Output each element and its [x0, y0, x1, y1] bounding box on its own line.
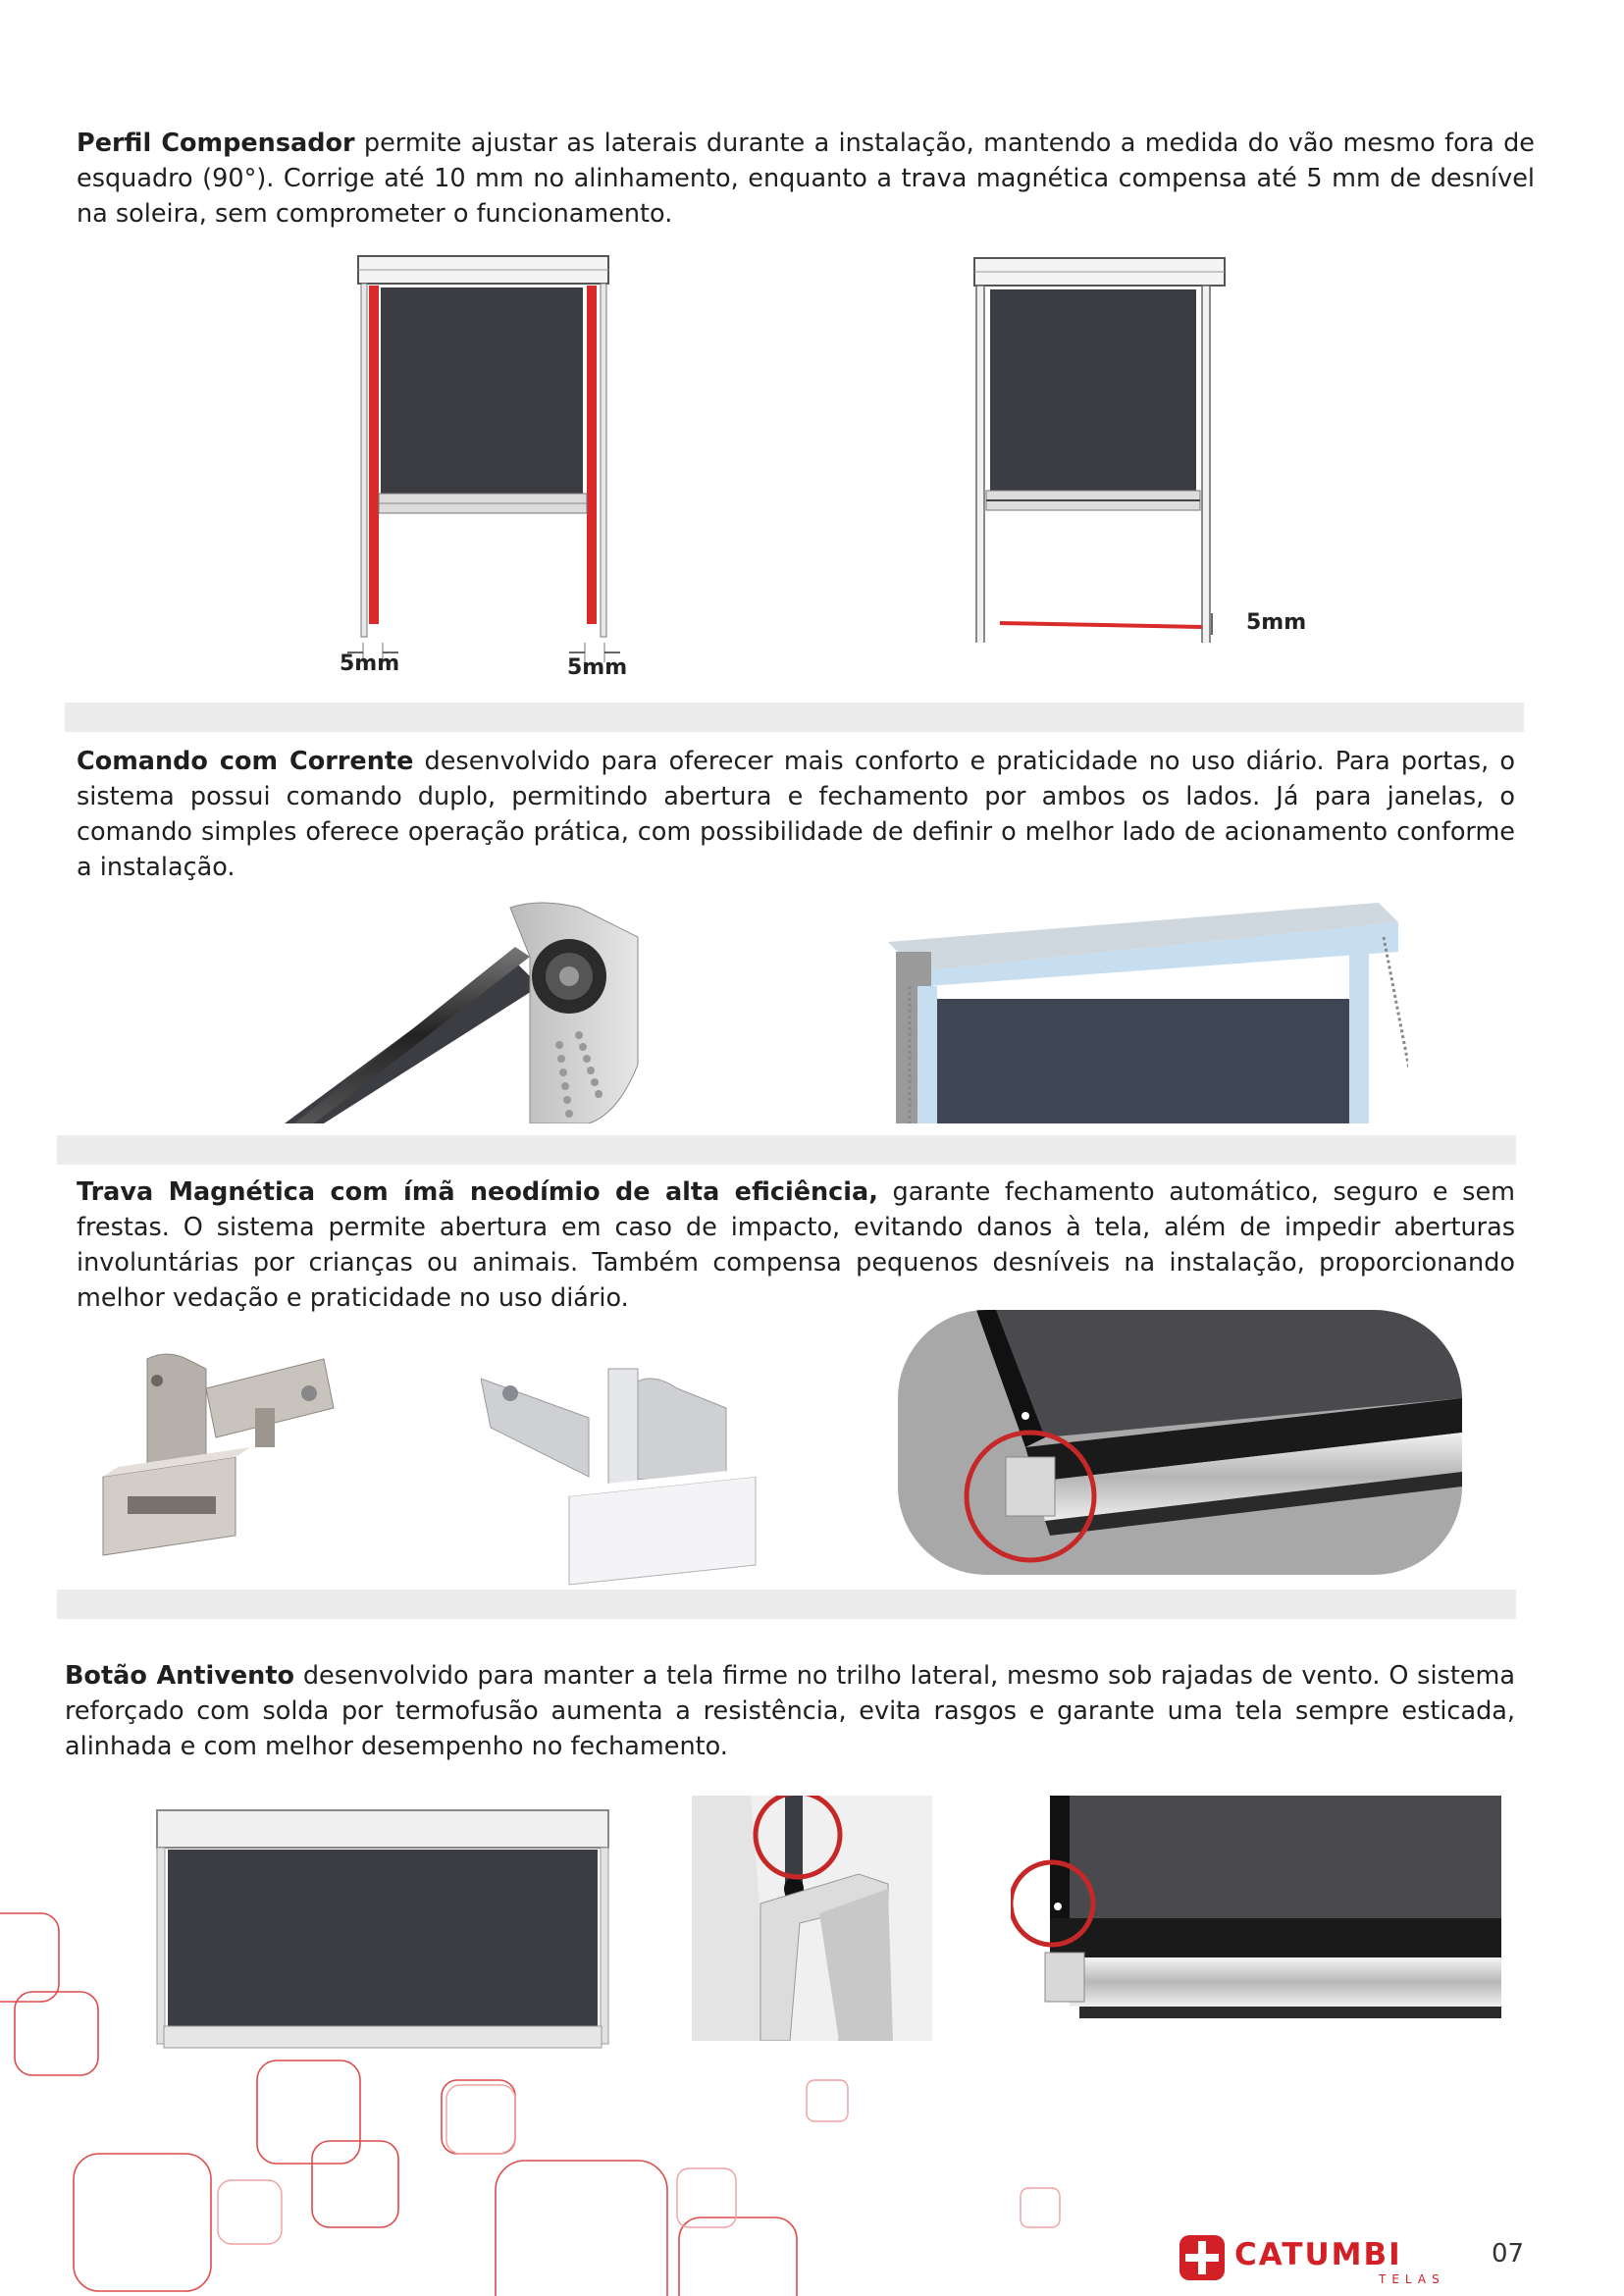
dimension-left-5mm: 5mm: [340, 652, 400, 676]
section-botao-antivento: [65, 1658, 1515, 1764]
section-heading: Botão Antivento: [65, 1661, 295, 1691]
catumbi-logo: [1178, 2229, 1482, 2288]
section-body: permite ajustar as laterais durante a instalação, mantendo a medida do vão mesmo fora de esquadro (90°). Corrige até 10 mm no alinhamento, enquanto a trava magnética compensa até 5 mm de desnível na soleira, sem comprometer o funcionamento.: [77, 129, 1536, 229]
section-trava-magnetica: [77, 1174, 1515, 1316]
figure-magnetic-lock-white: [481, 1349, 775, 1590]
section-heading: Perfil Compensador: [77, 129, 355, 158]
section-body: garante fechamento automático, seguro e sem frestas. O sistema permite abertura em caso de impacto, evitando danos à tela, além de impedir aberturas involuntárias por crianças ou animais. Também compensa pequenos desníveis na instalação, proporcionando melhor vedação e praticidade no uso diário.: [77, 1177, 1515, 1313]
dimension-sill-5mm: 5mm: [1246, 610, 1307, 635]
section-heading: Trava Magnética com ímã neodímio de alta eficiência,: [77, 1177, 878, 1207]
page-number: 07: [1492, 2239, 1525, 2269]
decorative-pattern: [0, 1884, 1079, 2296]
dimension-right-5mm: 5mm: [567, 655, 628, 680]
section-body: desenvolvido para oferecer mais conforto e praticidade no uso diário. Para portas, o sistema possui comando duplo, permitindo abertura e fechamento por ambos os lados. Já para janelas, o comando simples oferece operação prática, com possibilidade de definir o melhor lado de acionamento conforme a instalação.: [77, 747, 1516, 882]
figure-sill-compensation: [967, 250, 1261, 643]
section-divider: [57, 1135, 1516, 1165]
section-body: desenvolvido para manter a tela firme no trilho lateral, mesmo sob rajadas de vento. O sistema reforçado com solda por termofusão aumenta a resistência, evita rasgos e garante uma tela sempre esticada, alinhada e com melhor desempenho no fechamento.: [65, 1661, 1515, 1761]
section-perfil-compensador: [77, 126, 1535, 232]
section-heading: Comando com Corrente: [77, 747, 414, 776]
figure-magnetic-lock-closeup: [898, 1310, 1462, 1575]
svg-text:TELAS: TELAS: [1379, 2272, 1445, 2286]
figure-antiwind-button: [1011, 1796, 1501, 2051]
section-divider: [65, 703, 1524, 732]
svg-text:CATUMBI: CATUMBI: [1234, 2237, 1402, 2272]
figure-blind-with-chain: [888, 893, 1408, 1123]
section-comando-corrente: [77, 744, 1515, 885]
figure-lateral-compensation: [334, 250, 648, 682]
figure-chain-mechanism: [285, 898, 657, 1123]
section-divider: [57, 1590, 1516, 1619]
figure-magnetic-lock-grey: [88, 1349, 343, 1575]
